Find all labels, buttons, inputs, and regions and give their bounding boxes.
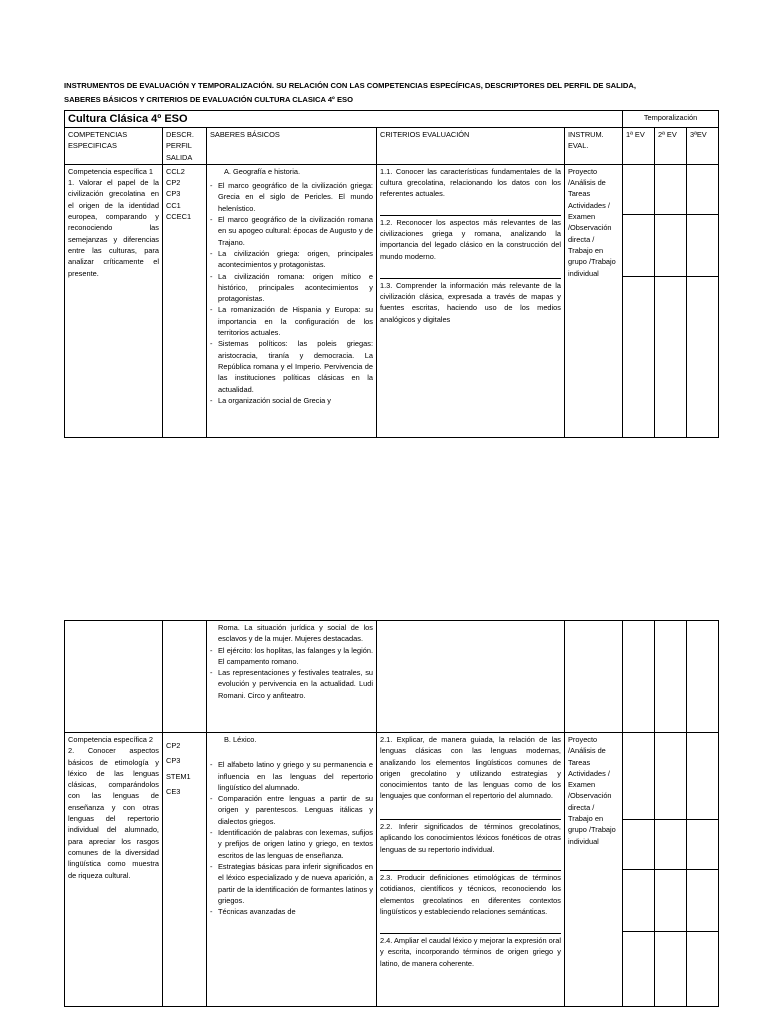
descriptor-item: CC1	[166, 200, 181, 210]
saberes-item: - El marco geográfico de la civilización griega: Grecia en el siglo de Pericles. El mundo helenístico.	[210, 180, 373, 214]
empty-cell	[655, 621, 687, 733]
saberes-cell	[207, 164, 377, 437]
competencia-text: 2. Conocer aspectos básicos de etimología y léxico de las lenguas clásicas, comparándolos con las lenguas de enseñanza y con otras lenguas del repertorio individual del alumnado, para apreciar los rasgos comunes de la diversidad lingüística como muestra de riqueza cultural.	[68, 746, 159, 880]
empty-cell	[65, 621, 163, 733]
saberes-item: - El alfabeto latino y griego y su permanencia e influencia en las lenguas del repertorio lingüístico del alumnado.	[210, 759, 373, 793]
competencia-title: Competencia específica 2	[68, 735, 154, 744]
criterios-cell	[377, 164, 565, 437]
descriptor-item: CCL2	[166, 166, 185, 176]
empty-cell	[687, 621, 719, 733]
evaluation-table-2	[64, 620, 719, 1007]
descriptor-item: CP2	[166, 178, 181, 188]
ev2-cell	[655, 164, 687, 437]
criterio-item: 2.2. Inferir significados de términos grecolatinos, aplicando los conocimientos léxicos fonéticos de otras lenguas de su repertorio individual.	[380, 820, 561, 871]
temporalizacion-header: Temporalización	[623, 111, 719, 128]
criterio-item: 2.1. Explicar, de manera guiada, la relación de las lenguas clásicas con las lenguas modernas, analizando los elementos lingüísticos comunes de origen grecolatino y utilizando estrategias y conocimientos tanto de las lenguas como de los lenguajes que conforman el repertorio del alumnado.	[380, 733, 561, 820]
saberes-item: - Comparación entre lenguas a partir de su origen y parentescos. Lenguas itálicas y dialectos griegos.	[210, 793, 373, 827]
saberes-item: - Estrategias básicas para inferir significados en el léxico especializado y de nueva aparición, a partir de la identificación de formantes latinos y griegos.	[210, 861, 373, 906]
header-competencias: COMPETENCIAS ESPECIFICAS	[65, 128, 163, 165]
empty-cell	[163, 621, 207, 733]
saberes-item: - El ejército: los hoplitas, las falanges y la legión. El campamento romano.	[210, 645, 373, 668]
criterio-item: 1.3. Comprender la información más relevante de la civilización clásica, expresada a través de mapas y fuentes escritas, haciendo uso de los medios analógicos y digitales	[380, 280, 561, 324]
saberes-continued-cell	[207, 621, 377, 733]
saberes-item: - Identificación de palabras con lexemas, sufijos y prefijos de origen latino y griego, en textos escritos de las lenguas de enseñanza.	[210, 827, 373, 861]
saberes-cell	[207, 733, 377, 1007]
instrumentos-cell: Proyecto /Análisis de Tareas Actividades / Examen /Observación directa / Trabajo en grupo /Trabajo individual	[565, 164, 623, 437]
descriptor-item: CP3	[166, 189, 181, 199]
descriptor-item: CP2	[166, 741, 181, 750]
criterio-item: 2.3. Producir definiciones etimológicas de términos cotidianos, científicos y técnicos, reconociendo los elementos grecolatinos en diferentes contextos lingüísticos y estableciendo relaciones semánticas.	[380, 871, 561, 934]
descriptores-cell	[163, 733, 207, 1007]
heading-line-2: SABERES BÁSICOS Y CRITERIOS DE EVALUACIÓN CULTURA CLASICA 4º ESO	[64, 95, 353, 104]
saberes-item: - Técnicas avanzadas de	[210, 906, 373, 917]
document-heading	[64, 79, 714, 107]
saberes-continued-line: Roma. La situación jurídica y social de los esclavos y de la mujer. Mujeres destacadas.	[218, 623, 373, 644]
ev3-cell	[687, 164, 719, 437]
evaluation-table-1	[64, 110, 719, 438]
table-title: Cultura Clásica 4º ESO	[65, 111, 623, 128]
header-ev1: 1ª EV	[623, 128, 655, 165]
criterio-item: 1.2. Reconocer los aspectos más relevantes de las civilizaciones griega y romana, analizando la importancia del legado clásico en la construcción del mundo moderno.	[380, 216, 561, 279]
descriptor-item: CCEC1	[166, 212, 192, 222]
criterios-cell	[377, 733, 565, 1007]
competencia-cell	[65, 164, 163, 437]
ev1-cell	[623, 164, 655, 437]
empty-cell	[377, 621, 565, 733]
descriptores-cell	[163, 164, 207, 437]
saberes-list	[210, 759, 373, 917]
saberes-item: - El marco geográfico de la civilización romana en su apogeo cultural: épocas de Augusto y de Trajano.	[210, 214, 373, 248]
instrumentos-cell: Proyecto /Análisis de Tareas Actividades / Examen /Observación directa / Trabajo en grupo /Trabajo individual	[565, 733, 623, 1007]
ev1-cell	[623, 733, 655, 1007]
header-instrumentos: INSTRUM. EVAL.	[565, 128, 623, 165]
criterio-item: 2.4. Ampliar el caudal léxico y mejorar la expresión oral y escrita, incorporando términos de origen griego y latino, de manera coherente.	[380, 936, 561, 968]
header-saberes: SABERES BÁSICOS	[207, 128, 377, 165]
saberes-item: - Las representaciones y festivales teatrales, su evolución y pervivencia en la actualidad. Ludi Romani. Circo y anfiteatro.	[210, 667, 373, 701]
competencia-title: Competencia específica 1	[68, 166, 154, 176]
descriptor-item: CE3	[166, 786, 181, 796]
heading-line-1: INSTRUMENTOS DE EVALUACIÓN Y TEMPORALIZACIÓN. SU RELACIÓN CON LAS COMPETENCIAS ESPECÍFICAS, DESCRIPTORES DEL PERFIL DE SALIDA,	[64, 81, 636, 90]
saberes-title: B. Léxico.	[224, 735, 257, 744]
header-ev2: 2ª EV	[655, 128, 687, 165]
header-ev3: 3ªEV	[687, 128, 719, 165]
saberes-continued-list	[210, 645, 373, 701]
saberes-item: - La civilización griega: origen, principales acontecimientos y protagonistas.	[210, 248, 373, 271]
ev3-cell	[687, 733, 719, 1007]
competencia-text: 1. Valorar el papel de la civilización grecolatina en el origen de la identidad europea, comparando y reconociendo las semejanzas y diferencias entre las culturas, para analizar críticamente el presente.	[68, 178, 159, 278]
saberes-item: - La romanización de Hispania y Europa: su importancia en la configuración de los territorios actuales.	[210, 304, 373, 338]
header-criterios: CRITERIOS EVALUACIÓN	[377, 128, 565, 165]
saberes-item: - La organización social de Grecia y	[210, 395, 373, 406]
empty-cell	[565, 621, 623, 733]
saberes-title: A. Geografía e historia.	[224, 166, 300, 176]
header-descriptores: DESCR. PERFIL SALIDA	[163, 128, 207, 165]
saberes-list	[210, 180, 373, 406]
empty-cell	[623, 621, 655, 733]
ev2-cell	[655, 733, 687, 1007]
saberes-item: - La civilización romana: origen mítico e histórico, principales acontecimientos y protagonistas.	[210, 271, 373, 305]
saberes-item: - Sistemas políticos: las poleis griegas: aristocracia, tiranía y democracia. La República romana y el Imperio. Pervivencia de las instituciones políticas clásicas en la actualidad.	[210, 338, 373, 394]
competencia-cell	[65, 733, 163, 1007]
descriptor-item: CP3	[166, 756, 181, 766]
descriptor-item: STEM1	[166, 771, 191, 781]
criterio-item: 1.1. Conocer las características fundamentales de la cultura grecolatina, relacionando los datos con los referentes actuales.	[380, 165, 561, 216]
